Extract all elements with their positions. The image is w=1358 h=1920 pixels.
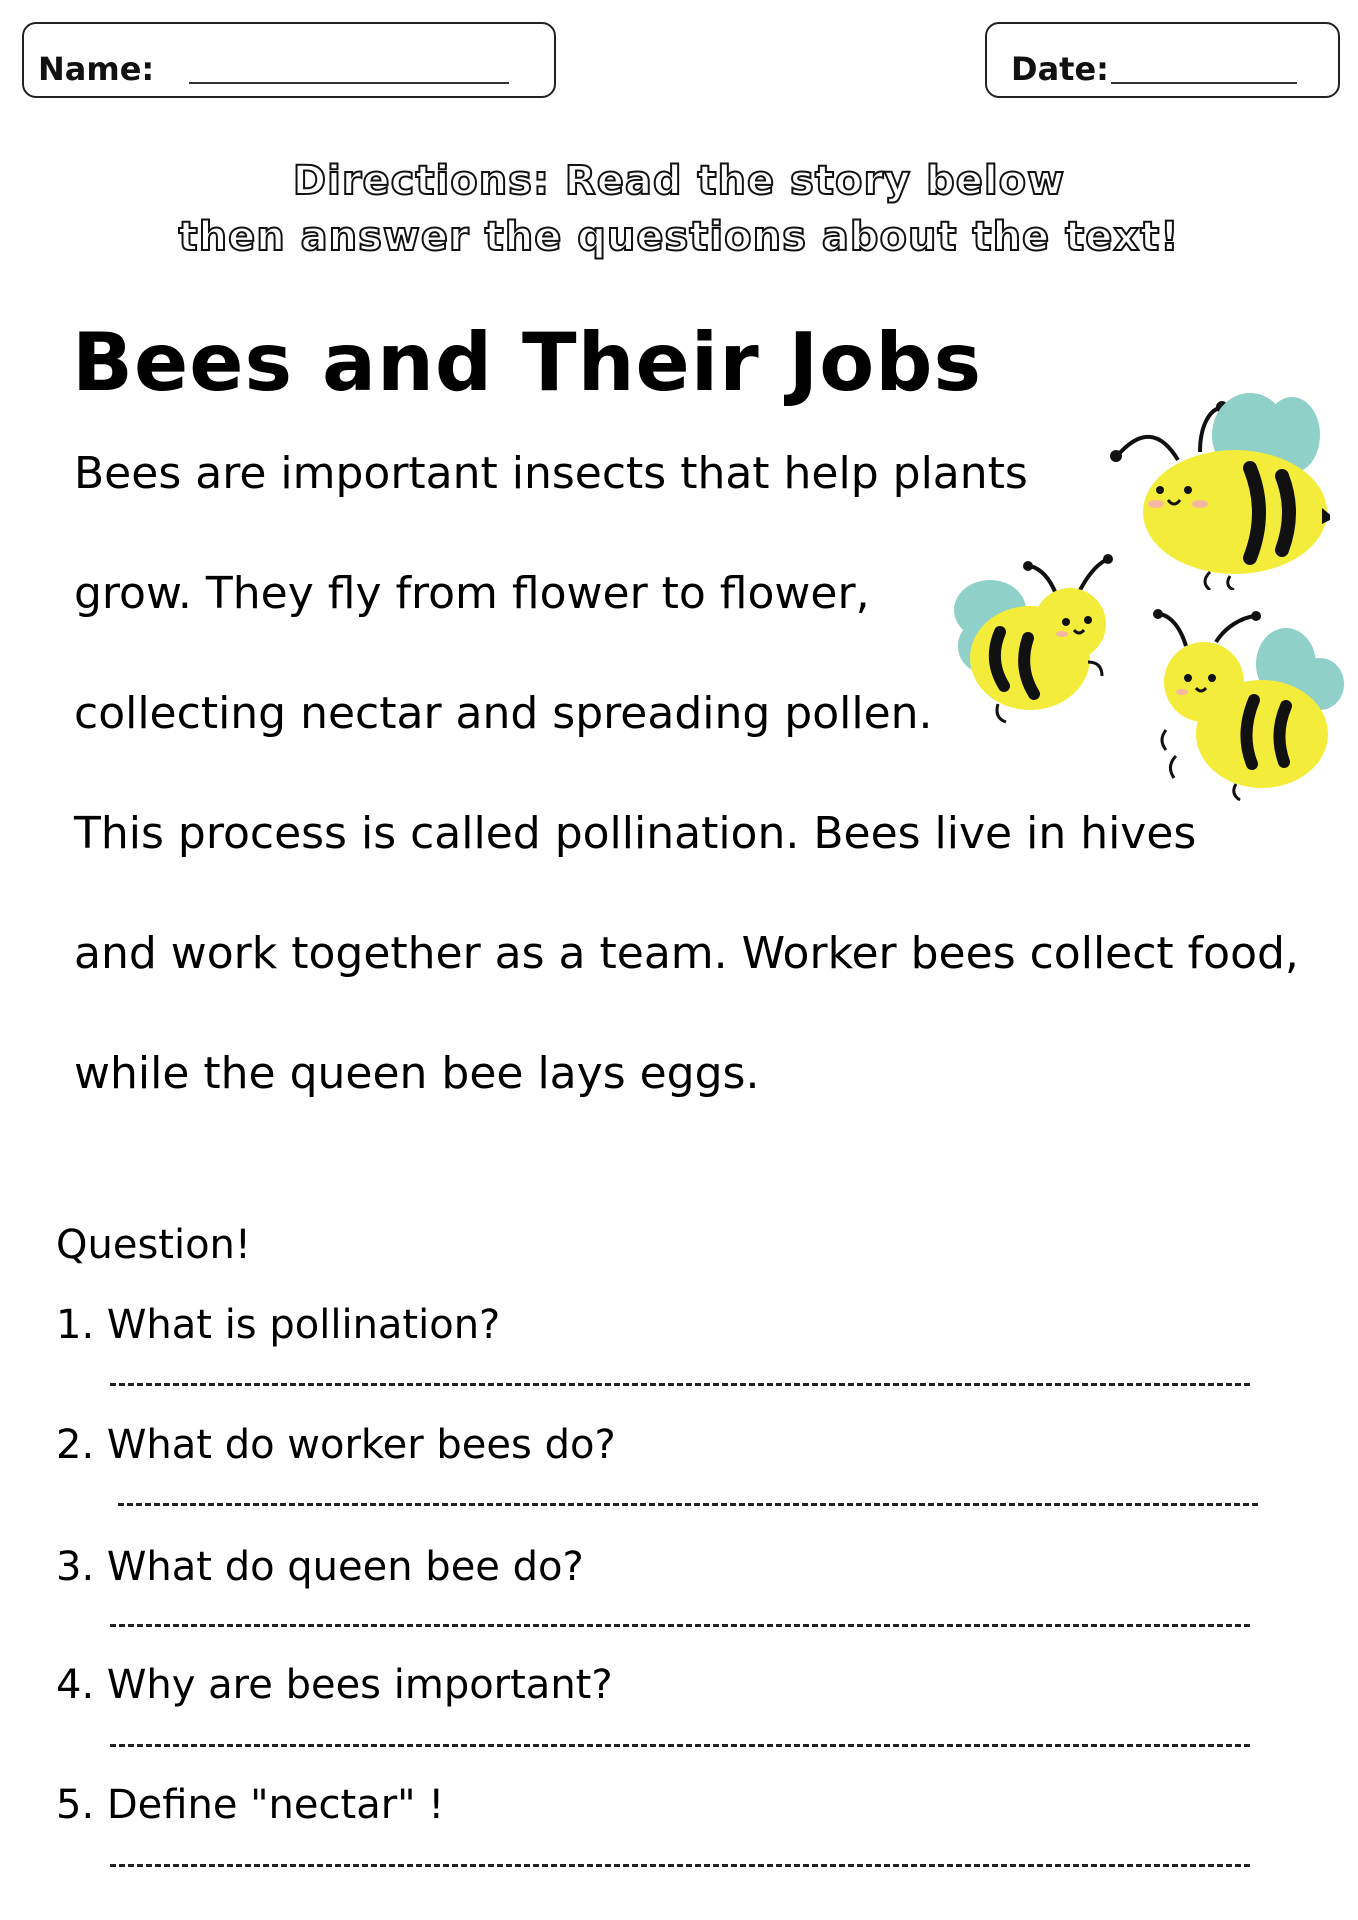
story-line: while the queen bee lays eggs. bbox=[74, 1048, 760, 1099]
name-field[interactable] bbox=[22, 22, 556, 98]
story-line: This process is called pollination. Bees live in hives bbox=[74, 808, 1197, 859]
questions-heading: Question! bbox=[56, 1222, 251, 1268]
question-2: 2. What do worker bees do? bbox=[56, 1422, 616, 1468]
date-label: Date: bbox=[1011, 50, 1109, 88]
answer-line-1[interactable] bbox=[110, 1383, 1250, 1386]
story-line: grow. They fly from flower to flower, bbox=[74, 568, 870, 619]
directions-line-2: then answer the questions about the text! bbox=[178, 214, 1180, 260]
question-5: 5. Define "nectar" ! bbox=[56, 1782, 445, 1828]
date-field[interactable] bbox=[985, 22, 1340, 98]
answer-line-2[interactable] bbox=[118, 1503, 1258, 1506]
name-input-line[interactable] bbox=[189, 82, 509, 84]
story-line: Bees are important insects that help plants bbox=[74, 448, 1028, 499]
story-line: collecting nectar and spreading pollen. bbox=[74, 688, 933, 739]
date-input-line[interactable] bbox=[1111, 82, 1297, 84]
bee-icon bbox=[938, 554, 1138, 724]
story-line: and work together as a team. Worker bees collect food, bbox=[74, 928, 1299, 979]
bee-icon bbox=[1146, 606, 1346, 802]
story-title: Bees and Their Jobs bbox=[72, 316, 983, 409]
question-1: 1. What is pollination? bbox=[56, 1302, 501, 1348]
name-label: Name: bbox=[38, 50, 155, 88]
answer-line-5[interactable] bbox=[110, 1864, 1250, 1867]
question-3: 3. What do queen bee do? bbox=[56, 1544, 584, 1590]
answer-line-3[interactable] bbox=[110, 1624, 1250, 1627]
directions-line-1: Directions: Read the story below bbox=[292, 158, 1066, 204]
question-4: 4. Why are bees important? bbox=[56, 1662, 613, 1708]
answer-line-4[interactable] bbox=[110, 1744, 1250, 1747]
